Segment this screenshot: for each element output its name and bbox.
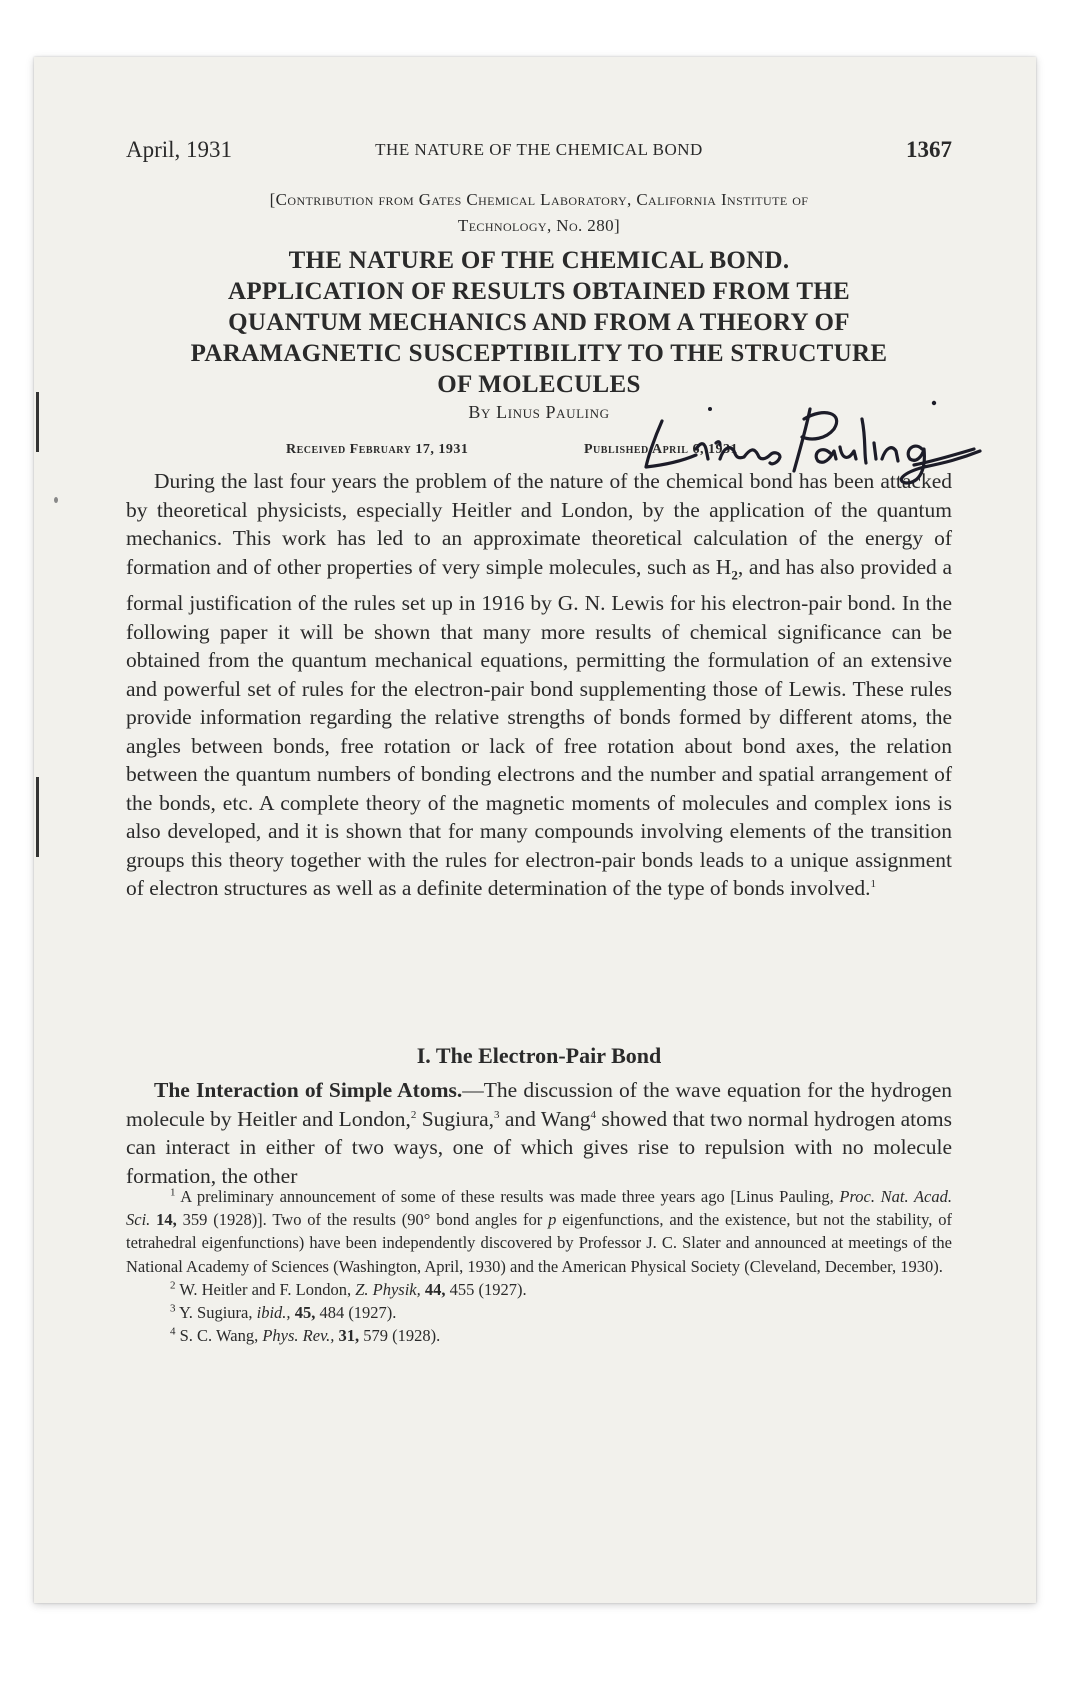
running-head-date: April, 1931 <box>126 137 233 162</box>
paper-sheet <box>34 57 1036 1603</box>
journal-name: Proc. Nat. Acad. Sci. <box>126 1187 952 1230</box>
volume: 31, <box>338 1326 360 1346</box>
section-heading: I. The Electron-Pair Bond <box>416 1043 662 1068</box>
footnote-text: A preliminary announcement of some of these results was made three years ago [Linus Pauling, <box>175 1187 840 1206</box>
footnote-ref: 1 <box>870 878 877 891</box>
journal-name: Z. Physik, <box>355 1279 421 1299</box>
footnote-ref: 2 <box>410 1108 417 1121</box>
title-line: QUANTUM MECHANICS AND FROM A THEORY OF <box>228 309 850 336</box>
footnote-3 <box>126 1301 952 1324</box>
footnotes <box>126 1185 952 1347</box>
title-line: PARAMAGNETIC SUSCEPTIBILITY TO THE STRUCTURE <box>190 340 888 367</box>
footnote-mark: 4 <box>170 1325 176 1338</box>
footnote-ref: 4 <box>590 1108 597 1121</box>
body-text: showed that two normal hydrogen atoms can interact in either of two ways, one of which gives rise to repulsion with no molecule formation, the other <box>126 1106 952 1188</box>
footnote-mark: 2 <box>170 1279 176 1292</box>
byline: By Linus Pauling <box>468 402 610 422</box>
footnote-text: 455 (1927). <box>445 1279 527 1299</box>
title-line: OF MOLECULES <box>437 371 641 398</box>
signature-dot <box>708 407 712 411</box>
title-line: THE NATURE OF THE CHEMICAL BOND. <box>288 247 790 274</box>
edge-shadow <box>36 777 39 857</box>
footnote-mark: 3 <box>170 1302 176 1315</box>
handwritten-signature <box>634 379 984 489</box>
footnote-text: 359 (1928)]. Two of the results (90° bond angles for <box>176 1210 549 1230</box>
published-date: Published April 6, 1931 <box>584 442 738 457</box>
running-head-title: THE NATURE OF THE CHEMICAL BOND <box>375 140 703 159</box>
footnote-text: W. Heitler and F. London, <box>175 1279 356 1299</box>
intro-text: During the last four years the problem of the nature of the chemical bond has been attacked by theoretical physicists, especially Heitler and London, by the application of the quantum mechanics. This work has led to an approximate theoretical calculation of the energy of formation and of other properties of very simple molecules, such as H <box>126 469 952 579</box>
article-title <box>146 245 932 400</box>
introduction-paragraph <box>126 467 952 903</box>
page-number: 1367 <box>906 137 952 162</box>
footnote-mark: 1 <box>170 1186 176 1199</box>
subscript: 2 <box>731 566 738 582</box>
received-date: Received February 17, 1931 <box>286 442 469 457</box>
signature-dot <box>932 401 936 405</box>
run-in-heading: The Interaction of Simple Atoms. <box>154 1078 463 1102</box>
footnote-1 <box>126 1185 952 1278</box>
contribution-line: [Contribution from Gates Chemical Laboratory, California Institute of <box>269 190 809 209</box>
title-line: APPLICATION OF RESULTS OBTAINED FROM THE <box>227 278 851 305</box>
footnote-text: eigenfunctions, and the existence, but not the stability, of tetrahedral eigenfunctions) have been independently discovered by Professor J. C. Slater and announced at meetings of the National Academy of Sciences (Washington, April, 1930) and the American Physical Society (Cleveland, December, 1930). <box>126 1210 953 1276</box>
pencil-mark <box>54 497 58 503</box>
body-text: Sugiura, <box>416 1106 494 1131</box>
body-text: —The discussion of the wave equation for the hydrogen molecule by Heitler and London, <box>126 1078 953 1131</box>
volume: 44, <box>424 1279 446 1299</box>
footnote-2 <box>126 1278 952 1301</box>
footnote-text: p <box>548 1210 557 1230</box>
volume: 14, <box>156 1210 177 1230</box>
footnote-ref: 3 <box>494 1108 500 1121</box>
edge-shadow <box>36 392 39 452</box>
footnote-text: 484 (1927). <box>315 1303 397 1323</box>
body-paragraph <box>126 1076 952 1190</box>
footnote-text: Y. Sugiura, <box>175 1303 257 1323</box>
journal-name: Phys. Rev., <box>262 1326 335 1346</box>
intro-text: , and has also provided a formal justification of the rules set up in 1916 by G. N. Lewis for his electron-pair bond. In the following paper it will be shown that many more results of chemical significance can be obtained from the quantum mechanical equations, permitting the formulation of an extensive and powerful set of rules for the electron-pair bond supplementing those of Lewis. These rules provide information regarding the relative strengths of bonds formed by different atoms, the angles between bonds, free rotation or lack of free rotation about bond axes, the relation between the quantum numbers of bonding electrons and the number and spatial arrangement of the bonds, etc. A complete theory of the magnetic moments of molecules and complex ions is also developed, and it is shown that for many compounds involving elements of the transition groups this theory together with the rules for electron-pair bonds leads to a unique assignment of electron structures as well as a definite determination of the type of bonds involved. <box>126 554 952 901</box>
contribution-line: Technology, No. 280] <box>457 216 621 235</box>
journal-name: ibid., <box>256 1303 291 1323</box>
footnote-4 <box>126 1324 952 1347</box>
contribution-note <box>126 187 952 239</box>
footnote-text: S. C. Wang, <box>175 1326 263 1346</box>
footnote-text: 579 (1928). <box>359 1326 441 1346</box>
volume: 45, <box>294 1303 316 1323</box>
running-head <box>126 137 952 167</box>
body-text: and Wang <box>499 1106 591 1131</box>
